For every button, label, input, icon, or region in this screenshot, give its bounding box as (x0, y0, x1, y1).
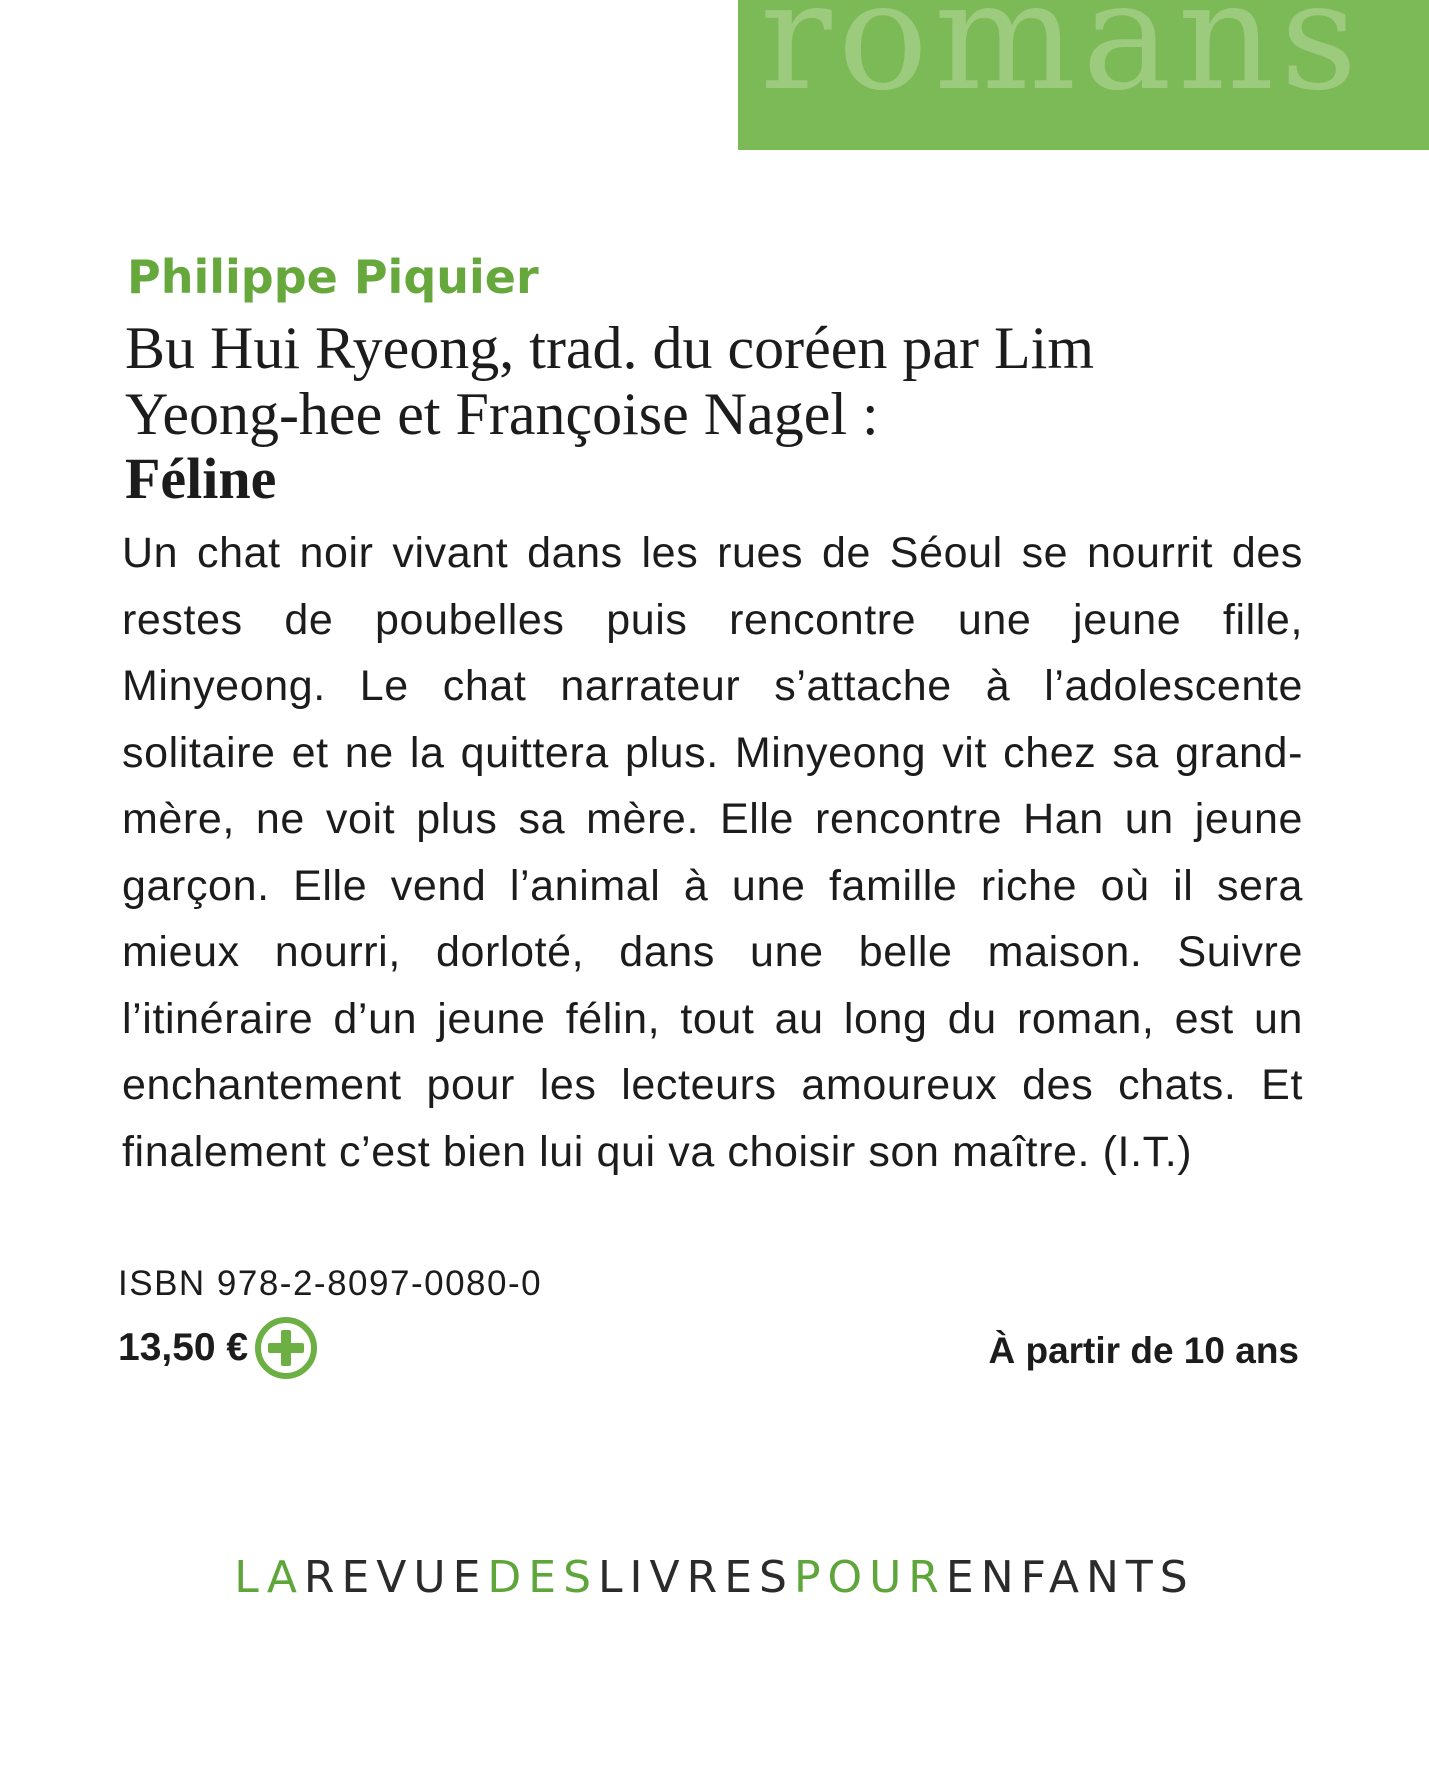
masthead-part: LIVRES (598, 1552, 794, 1603)
author-translator-credits: Bu Hui Ryeong, trad. du coréen par Lim Yeong-hee et Françoise Nagel : (125, 315, 1095, 447)
masthead-part: DES (487, 1552, 599, 1603)
age-recommendation: À partir de 10 ans (988, 1330, 1299, 1371)
green-plus-circle-icon (254, 1316, 318, 1380)
masthead-part: POUR (793, 1552, 946, 1603)
isbn: ISBN 978-2-8097-0080-0 (118, 1264, 543, 1303)
section-banner (738, 0, 1429, 150)
publisher-name: Philippe Piquier (127, 250, 539, 304)
price: 13,50 € (118, 1326, 249, 1369)
book-title: Féline (125, 446, 277, 511)
masthead-part: REVUE (303, 1552, 488, 1603)
magazine-masthead (0, 1552, 1429, 1603)
masthead-part: ENFANTS (945, 1552, 1195, 1603)
masthead-part: LA (234, 1552, 304, 1603)
price-row (118, 1318, 318, 1378)
review-text: Un chat noir vivant dans les rues de Séoul se nourrit des restes de poubelles puis rencontre une jeune fille, Minyeong. Le chat narrateur s’attache à l’adolescente solitaire et ne la quittera plus. Minyeong vit chez sa grand-mère, ne voit plus sa mère. Elle rencontre Han un jeune garçon. Elle vend l’animal à une famille riche où il sera mieux nourri, dorloté, dans une belle maison. Suivre l’itinéraire d’un jeune félin, tout au long du roman, est un enchantement pour les lecteurs amoureux des chats. Et finalement c’est bien lui qui va choisir son maître. (I.T.) (122, 529, 1303, 1176)
section-label: romans (760, 0, 1364, 124)
